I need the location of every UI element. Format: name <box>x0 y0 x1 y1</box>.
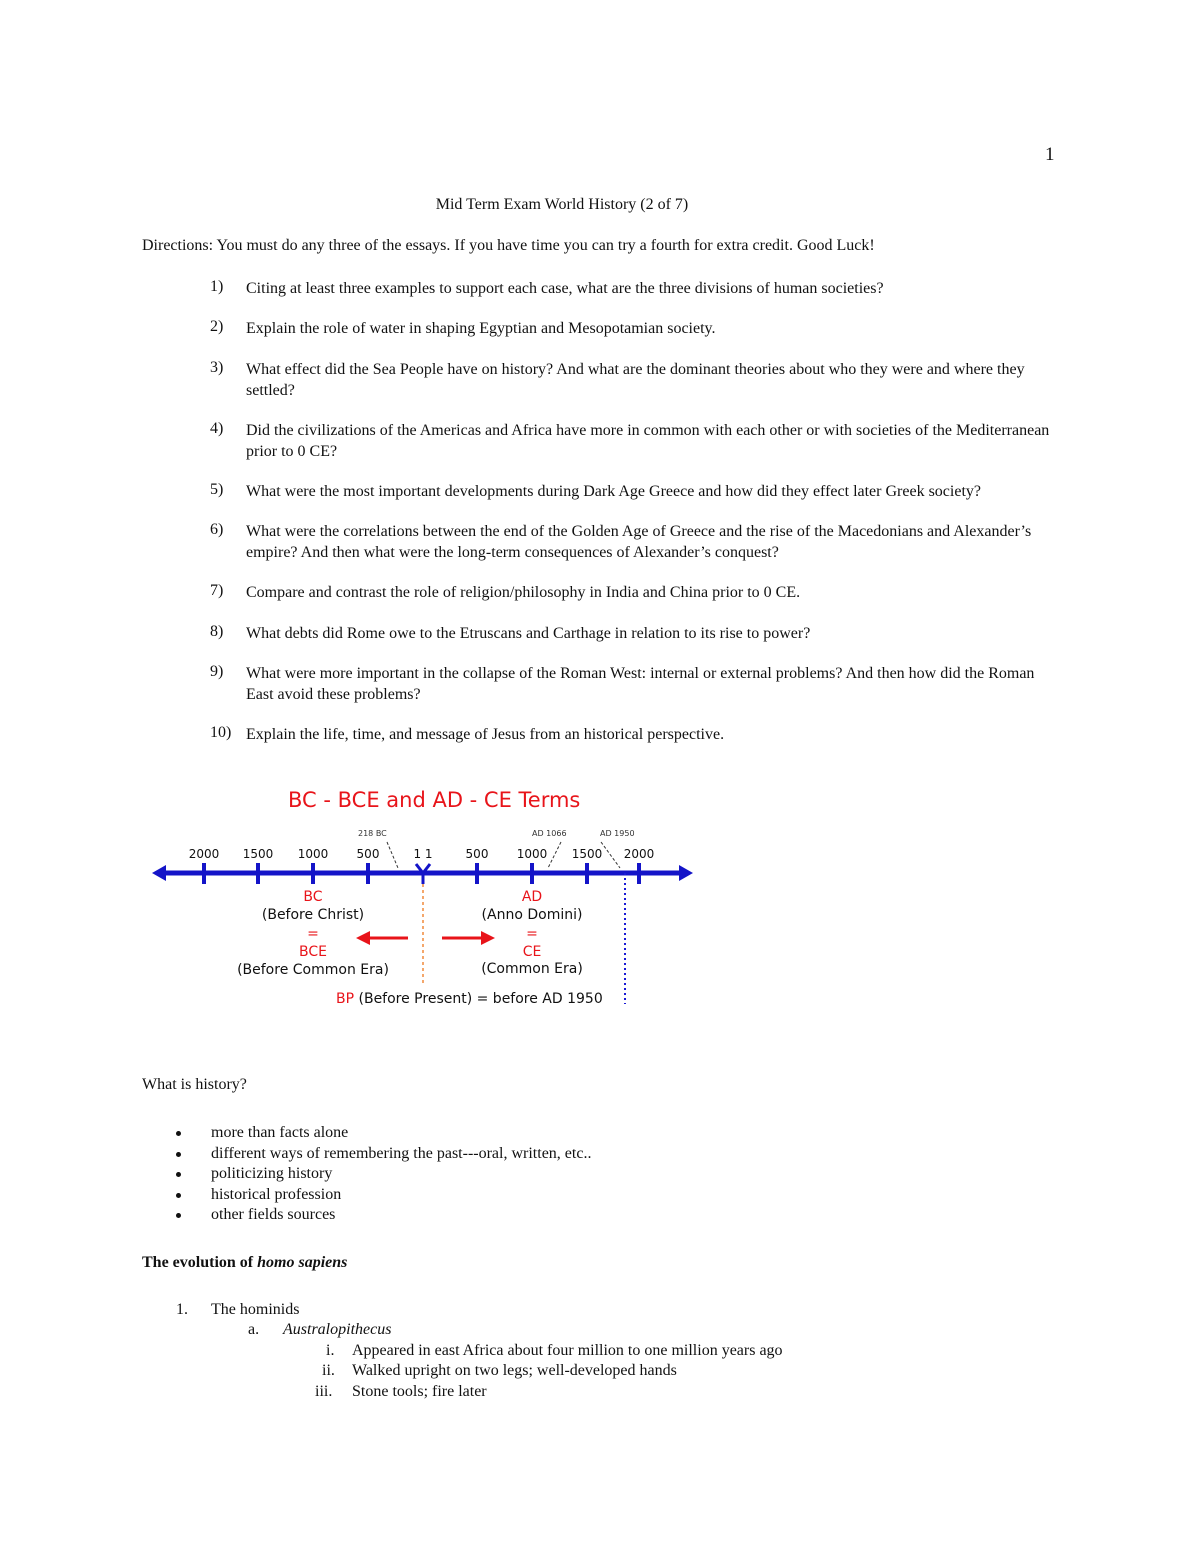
diagram-title: BC - BCE and AD - CE Terms <box>288 788 581 812</box>
question-number: 2) <box>210 318 224 335</box>
question-number: 4) <box>210 420 224 437</box>
question-text: What were more important in the collapse of the Roman West: internal or external problems? And then how did the Roman East avoid these problems? <box>246 665 1035 703</box>
section-heading-emphasis: homo sapiens <box>257 1254 348 1271</box>
outline-text: Walked upright on two legs; well-developed hands <box>352 1362 677 1379</box>
question-text: Citing at least three examples to support each case, what are the three divisions of human societies? <box>246 280 884 297</box>
question-number: 5) <box>210 481 224 498</box>
question-number: 1) <box>210 278 224 295</box>
directions: Directions: You must do any three of the essays. If you have time you can try a fourth for extra credit. Good Luck! <box>142 237 875 254</box>
outline-text: Appeared in east Africa about four million to one million years ago <box>352 1342 783 1359</box>
ad-full: (Anno Domini) <box>481 907 583 923</box>
question-text: What were the most important developments during Dark Age Greece and how did they effect later Greek society? <box>246 483 981 500</box>
tick-label: 500 <box>465 847 489 861</box>
callout-ad1066: AD 1066 <box>532 829 567 838</box>
callout-pointer <box>548 842 561 868</box>
outline-text: Stone tools; fire later <box>352 1383 487 1400</box>
bp-rest: (Before Present) = before AD 1950 <box>354 991 603 1007</box>
tick-label: 1500 <box>242 847 274 861</box>
callout-pointer <box>601 842 620 868</box>
callout-ad1950: AD 1950 <box>600 829 635 838</box>
arrow-ad-head <box>481 931 495 945</box>
outline-roman: ii. <box>322 1362 335 1379</box>
callout-pointer <box>387 842 398 868</box>
bc-full: (Before Christ) <box>261 907 365 923</box>
outline-text: Australopithecus <box>283 1321 392 1338</box>
tick-label: 2000 <box>188 847 220 861</box>
outline-text: The hominids <box>211 1301 300 1318</box>
outline-number: 1. <box>176 1301 188 1318</box>
question-number: 7) <box>210 582 224 599</box>
tick-label: 2000 <box>623 847 655 861</box>
tick-label: 1000 <box>297 847 329 861</box>
arrow-bc-head <box>356 931 370 945</box>
outline-letter: a. <box>248 1321 260 1338</box>
bc-ad-timeline-diagram <box>140 780 710 1025</box>
question-text: What debts did Rome owe to the Etruscans and Carthage in relation to its rise to power? <box>246 625 811 642</box>
question-text: What were the correlations between the end of the Golden Age of Greece and the rise of the Macedonians and Alexander’s empire? And then what were the long-term consequences of Alexander’s conquest? <box>246 523 1032 561</box>
tick-label: 500 <box>356 847 380 861</box>
list-item <box>0 1145 1200 1166</box>
bullet-text: politicizing history <box>211 1165 333 1182</box>
bce-full: (Before Common Era) <box>237 962 389 978</box>
bp-definition <box>336 991 603 1007</box>
section-heading <box>142 1254 347 1272</box>
bullet-icon <box>176 1193 181 1198</box>
list-item <box>0 1206 1200 1227</box>
question-number: 9) <box>210 663 224 680</box>
bullet-icon <box>176 1152 181 1157</box>
section-heading-prefix: The evolution of <box>142 1254 258 1271</box>
list-item <box>0 1165 1200 1186</box>
outline-roman: i. <box>326 1342 335 1359</box>
axis-arrow-left <box>152 865 166 881</box>
tick-label-center: 1 1 <box>413 847 433 861</box>
exam-title: Mid Term Exam World History (2 of 7) <box>435 196 689 213</box>
question-text: Did the civilizations of the Americas and Africa have more in common with each other or with societies of the Mediterranean prior to 0 CE? <box>246 422 1050 460</box>
ce-full: (Common Era) <box>481 961 583 977</box>
list-item <box>0 1186 1200 1207</box>
question-text: Explain the role of water in shaping Egyptian and Mesopotamian society. <box>246 320 716 337</box>
question-text: Explain the life, time, and message of Jesus from an historical perspective. <box>246 726 725 743</box>
question-text: Compare and contrast the role of religion/philosophy in India and China prior to 0 CE. <box>246 584 801 601</box>
question-number: 8) <box>210 623 224 640</box>
question-number: 10) <box>210 724 232 741</box>
bullet-icon <box>176 1172 181 1177</box>
bullet-text: other fields sources <box>211 1206 336 1223</box>
question-number: 6) <box>210 521 224 538</box>
bullet-text: historical profession <box>211 1185 342 1203</box>
bp-label: BP <box>336 991 355 1007</box>
list-item <box>0 1124 1200 1145</box>
outline-roman: iii. <box>315 1383 333 1400</box>
bullet-icon <box>176 1213 181 1218</box>
bullet-text: different ways of remembering the past---oral, written, etc.. <box>211 1144 592 1162</box>
tick-label: 1000 <box>516 847 548 861</box>
history-question: What is history? <box>142 1076 247 1093</box>
ce-label: CE <box>522 944 542 960</box>
question-number: 3) <box>210 359 224 376</box>
ad-equals: = <box>526 926 538 942</box>
history-bullets <box>0 1124 1200 1227</box>
page-number: 1 <box>1045 144 1055 165</box>
bullet-icon <box>176 1131 181 1136</box>
tick-label: 1500 <box>571 847 603 861</box>
bc-equals: = <box>307 926 319 942</box>
bce-label: BCE <box>299 944 327 960</box>
ad-label: AD <box>521 889 543 905</box>
question-text: What effect did the Sea People have on history? And what are the dominant theories about who they were and where they settled? <box>246 361 1025 399</box>
callout-218bc: 218 BC <box>358 829 387 838</box>
bc-label: BC <box>303 889 323 905</box>
axis-arrow-right <box>679 865 693 881</box>
bullet-text: more than facts alone <box>211 1124 349 1141</box>
